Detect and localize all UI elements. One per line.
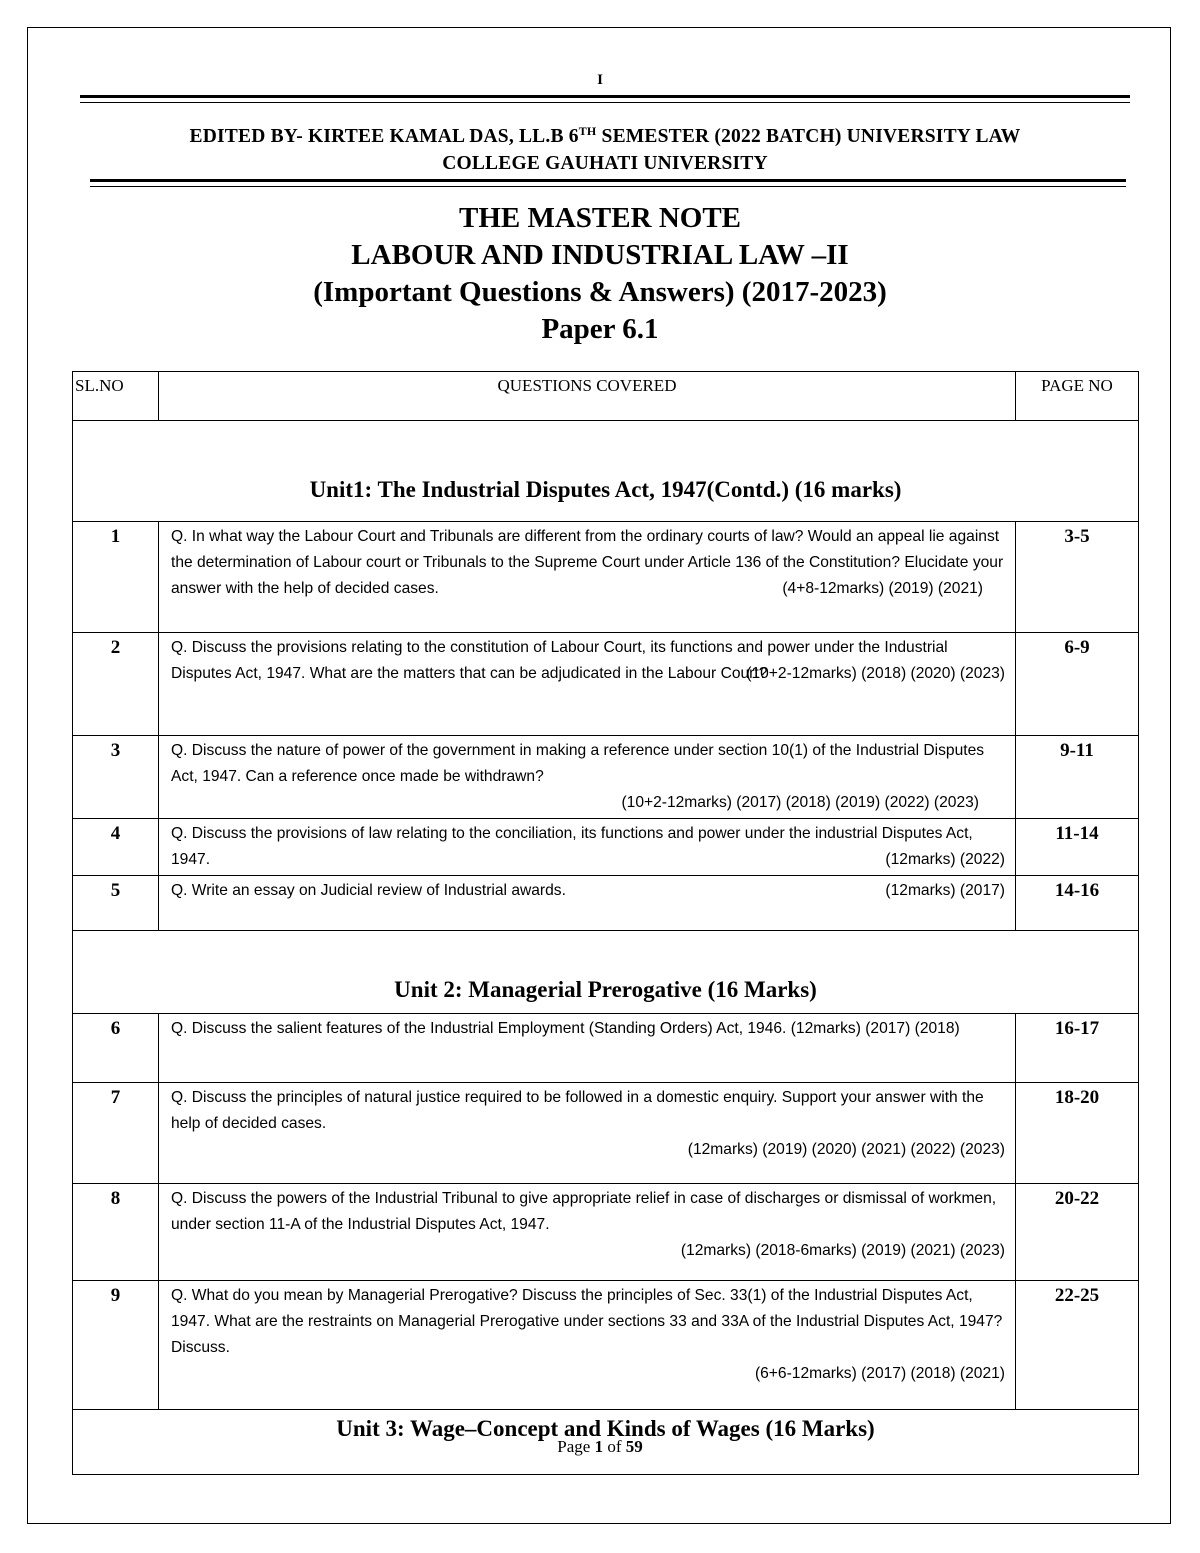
row-question — [159, 1184, 1016, 1281]
table-row — [73, 876, 1139, 931]
row-page: 3-5 — [1016, 522, 1139, 633]
question-marks: (12marks) (2019) (2020) (2021) (2022) (2023) — [687, 1141, 1005, 1158]
question-marks: (10+2-12marks) (2018) (2020) (2023) — [746, 665, 1005, 682]
row-slno: 7 — [73, 1083, 159, 1184]
edited-by-line2: COLLEGE GAUHATI UNIVERSITY — [442, 153, 768, 174]
table-row — [73, 633, 1139, 736]
table-row — [73, 1083, 1139, 1184]
page-mark: I — [597, 72, 603, 88]
table-header-row — [73, 372, 1139, 421]
question-text: Q. In what way the Labour Court and Tribunals are different from the ordinary courts of law? Would an appeal lie against the determination of Labour court or Tribunals to the Supreme Court under Article 136 of the Constitution? Elucidate your answer with the help of decided cases. — [171, 528, 1004, 597]
title-subject: LABOUR AND INDUSTRIAL LAW –II — [351, 239, 849, 271]
question-text: Q. Discuss the principles of natural justice required to be followed in a domestic enquiry. Support your answer with the help of decided cases. — [171, 1089, 984, 1132]
row-question — [159, 1083, 1016, 1184]
row-question — [159, 522, 1016, 633]
unit2-heading: Unit 2: Managerial Prerogative (16 Marks) — [73, 931, 1139, 1014]
question-marks: (12marks) (2018-6marks) (2019) (2021) (2023) — [680, 1242, 1005, 1259]
unit-heading-row — [73, 421, 1139, 522]
title-block — [0, 200, 1200, 348]
row-page: 9-11 — [1016, 736, 1139, 819]
total-page-number: 59 — [625, 1437, 643, 1456]
header-slno: SL.NO — [73, 372, 159, 421]
row-question — [159, 736, 1016, 819]
question-marks: (4+8-12marks) (2019) (2021) — [782, 580, 983, 597]
row-slno: 9 — [73, 1281, 159, 1410]
row-question — [159, 1281, 1016, 1410]
row-page: 14-16 — [1016, 876, 1139, 931]
row-page: 22-25 — [1016, 1281, 1139, 1410]
row-slno: 6 — [73, 1014, 159, 1083]
row-page: 16-17 — [1016, 1014, 1139, 1083]
question-text: Q. Discuss the salient features of the Industrial Employment (Standing Orders) Act, 1946. (12marks) (2017) (2018) — [171, 1020, 960, 1037]
question-text: Q. Write an essay on Judicial review of Industrial awards. — [171, 882, 566, 899]
unit1-heading: Unit1: The Industrial Disputes Act, 1947(Contd.) (16 marks) — [73, 421, 1139, 522]
unit3-heading: Unit 3: Wage–Concept and Kinds of Wages (16 Marks) — [73, 1410, 1139, 1475]
header-page: PAGE NO — [1016, 372, 1139, 421]
unit-heading-row — [73, 931, 1139, 1014]
row-slno: 5 — [73, 876, 159, 931]
mid-double-rule — [90, 179, 1126, 187]
question-marks: (10+2-12marks) (2017) (2018) (2019) (2022) (2023) — [621, 794, 979, 811]
row-slno: 2 — [73, 633, 159, 736]
question-text: Q. What do you mean by Managerial Prerogative? Discuss the principles of Sec. 33(1) of the Industrial Disputes Act, 1947. What are the restraints on Managerial Prerogative under sections 33 and 33A of the Industrial Disputes Act, 1947? Discuss. — [171, 1287, 1003, 1356]
edited-by-header — [80, 123, 1130, 177]
table-row — [73, 1014, 1139, 1083]
row-page: 11-14 — [1016, 819, 1139, 876]
row-question — [159, 876, 1016, 931]
row-page: 18-20 — [1016, 1083, 1139, 1184]
page-footer: Page 1 of 59 — [557, 1437, 643, 1456]
question-text: Q. Discuss the provisions of law relating to the conciliation, its functions and power under the industrial Disputes Act, 1947. — [171, 825, 973, 868]
row-slno: 1 — [73, 522, 159, 633]
question-marks: (12marks) (2022) — [885, 851, 1005, 868]
table-row — [73, 736, 1139, 819]
row-slno: 4 — [73, 819, 159, 876]
table-row — [73, 819, 1139, 876]
row-slno: 3 — [73, 736, 159, 819]
title-subtitle: (Important Questions & Answers) (2017-2023) — [313, 276, 887, 308]
title-paper: Paper 6.1 — [541, 313, 659, 345]
contents-table — [72, 371, 1139, 1475]
row-question — [159, 633, 1016, 736]
top-double-rule — [80, 95, 1130, 103]
question-marks: (12marks) (2017) — [885, 882, 1005, 899]
question-text: Q. Discuss the nature of power of the government in making a reference under section 10(1) of the Industrial Disputes Act, 1947. Can a reference once made be withdrawn? — [171, 742, 985, 785]
row-question — [159, 819, 1016, 876]
current-page-number: 1 — [594, 1437, 604, 1456]
row-page: 20-22 — [1016, 1184, 1139, 1281]
table-row — [73, 1184, 1139, 1281]
table-row — [73, 522, 1139, 633]
question-text: Q. Discuss the powers of the Industrial Tribunal to give appropriate relief in case of discharges or dismissal of workmen, under section 11-A of the Industrial Disputes Act, 1947. — [171, 1190, 997, 1233]
title-master-note: THE MASTER NOTE — [459, 202, 741, 234]
question-text: Q. Discuss the provisions relating to the constitution of Labour Court, its functions and power under the Industrial Disputes Act, 1947. What are the matters that can be adjudicated in the Labour Court? — [171, 639, 948, 682]
header-questions: QUESTIONS COVERED — [159, 372, 1016, 421]
table-row — [73, 1281, 1139, 1410]
row-page: 6-9 — [1016, 633, 1139, 736]
row-question — [159, 1014, 1016, 1083]
edited-by-line1: EDITED BY- KIRTEE KAMAL DAS, LL.B 6TH SEMESTER (2022 BATCH) UNIVERSITY LAW — [189, 124, 1021, 147]
row-slno: 8 — [73, 1184, 159, 1281]
question-marks: (6+6-12marks) (2017) (2018) (2021) — [754, 1365, 1005, 1382]
